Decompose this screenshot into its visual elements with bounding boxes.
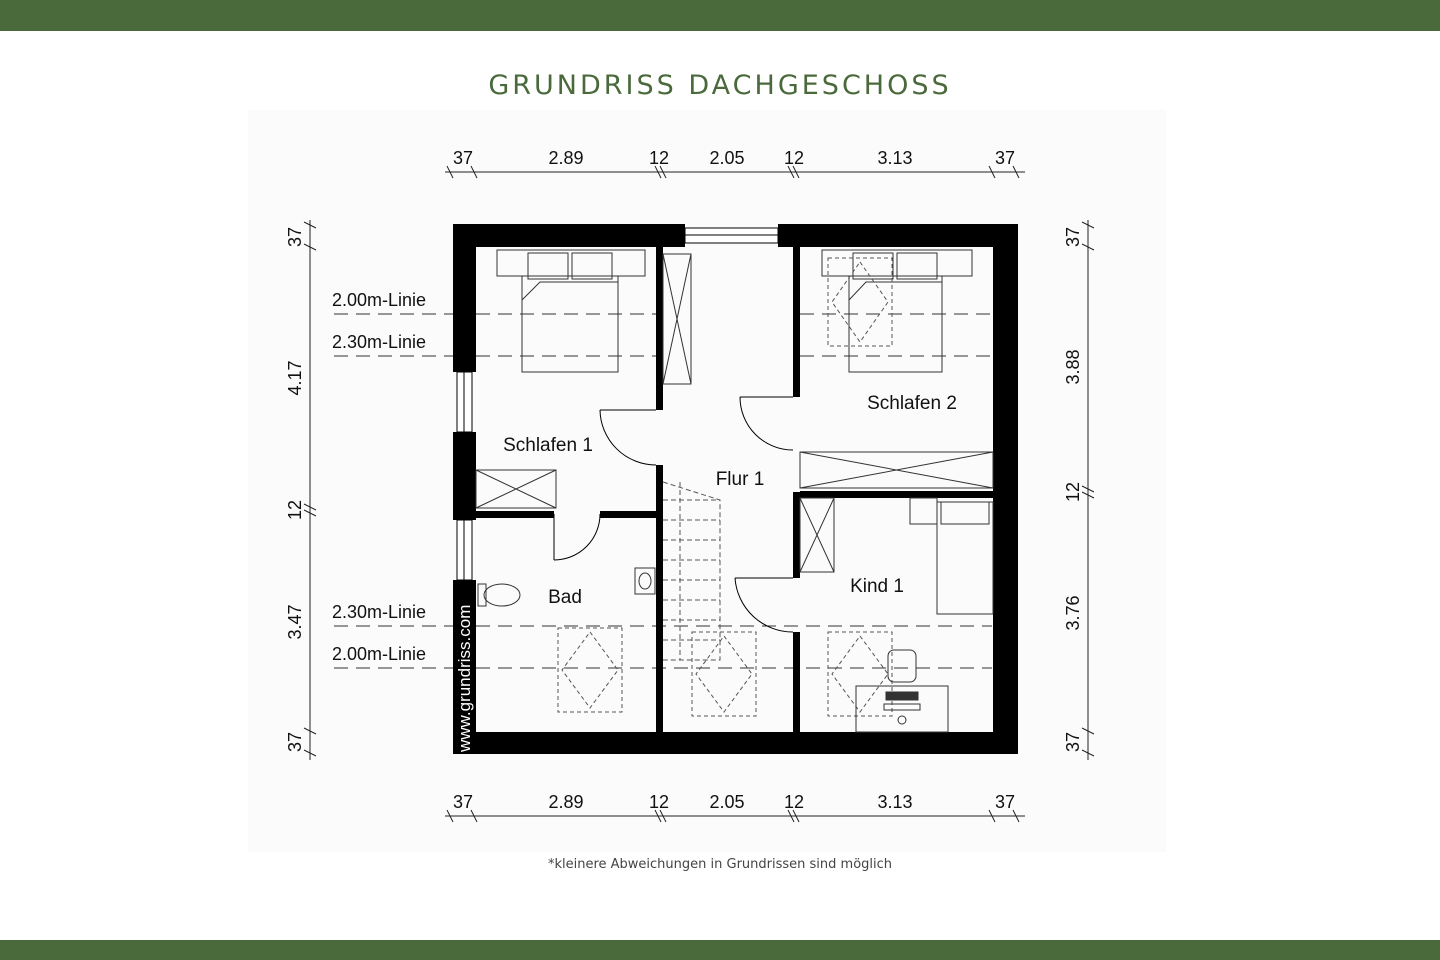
wall-int-a [656,247,663,410]
wall-kind-top [800,491,993,498]
dim-bottom-5: 12 [783,792,805,812]
dim-top-7: 37 [994,148,1016,168]
dim-right-1: 37 [1063,226,1083,248]
page-title: GRUNDRISS DACHGESCHOSS [488,70,952,101]
wall-int-c [793,247,800,397]
dim-top-6: 3.13 [877,148,913,168]
wall-int-d [793,492,800,578]
wall-top-left [453,224,685,247]
dim-bottom-6: 3.13 [877,792,913,812]
dim-right-4: 3.76 [1063,595,1083,631]
wall-int-e [793,632,800,732]
dim-bottom-1: 37 [452,792,474,812]
dim-top-5: 12 [783,148,805,168]
dim-top-1: 37 [452,148,474,168]
wall-top-right [778,224,1018,247]
room-label-kind1: Kind 1 [850,576,904,597]
dim-left-5: 37 [285,731,305,753]
dim-bottom-3: 12 [648,792,670,812]
wall-left-middle [453,432,476,520]
wall-left-upper [453,224,476,372]
dim-right-5: 37 [1063,731,1083,753]
dim-right-3: 12 [1063,481,1083,503]
dim-left-2: 4.17 [285,360,305,396]
linie-label-lower-230: 2.30m-Linie [332,602,427,622]
desk-keyboard [886,692,918,700]
room-label-schlafen2: Schlafen 2 [867,393,957,414]
dim-left-3: 12 [285,499,305,521]
wall-bath-top-b [600,511,656,518]
room-label-bad: Bad [548,587,582,608]
dim-top-4: 2.05 [709,148,745,168]
wall-int-b [656,465,663,732]
footnote: *kleinere Abweichungen in Grundrissen sind möglich [547,857,893,872]
linie-label-lower-200: 2.00m-Linie [332,644,427,664]
dim-left-4: 3.47 [285,604,305,640]
room-label-flur1: Flur 1 [715,469,765,490]
dim-right-2: 3.88 [1063,349,1083,385]
dim-left-1: 37 [285,226,305,248]
room-label-schlafen1: Schlafen 1 [503,435,593,456]
wall-bottom [453,732,1018,754]
dim-bottom-2: 2.89 [548,792,584,812]
linie-label-upper-230: 2.30m-Linie [332,332,427,352]
watermark: www.grundriss.com [455,604,474,752]
dim-bottom-7: 37 [994,792,1016,812]
dim-top-3: 12 [648,148,670,168]
wall-right [993,224,1018,754]
linie-label-upper-200: 2.00m-Linie [332,290,427,310]
wall-bath-top-a [476,511,554,518]
dim-top-2: 2.89 [548,148,584,168]
dim-bottom-4: 2.05 [709,792,745,812]
